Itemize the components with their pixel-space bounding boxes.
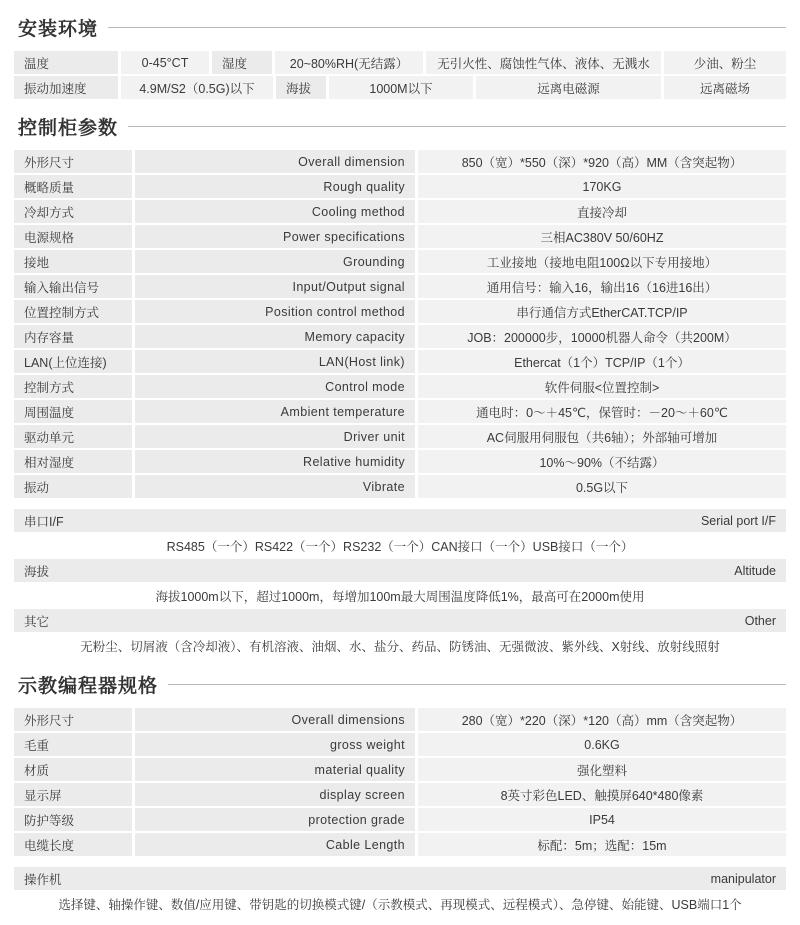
cell-value-vibration: 4.9M/S2（0.5G)以下 bbox=[121, 76, 273, 99]
cell-label-cn: 毛重 bbox=[14, 733, 132, 756]
section-rule bbox=[168, 684, 786, 685]
cell-value-temperature: 0-45°CT bbox=[121, 51, 209, 74]
cell-label-cn: 振动 bbox=[14, 475, 132, 498]
cell-value: 强化塑料 bbox=[418, 758, 786, 781]
spec-sheet-page bbox=[0, 14, 800, 925]
cell-label-en: Cable Length bbox=[135, 833, 415, 856]
cell-label-en: protection grade bbox=[135, 808, 415, 831]
section-rule bbox=[128, 126, 786, 127]
cell-label-temperature: 温度 bbox=[14, 51, 118, 74]
table-row bbox=[14, 175, 786, 198]
cell-label-vibration: 振动加速度 bbox=[14, 76, 118, 99]
banner-note-other: 无粉尘、切屑液（含冷却液）、有机溶液、油烟、水、盐分、药品、防锈油、无强微波、紫外线、X射线、放射线照射 bbox=[14, 634, 786, 657]
section-title: 示教编程器规格 bbox=[18, 676, 159, 697]
cell-label-en: Input/Output signal bbox=[135, 275, 415, 298]
cell-label-en: Power specifications bbox=[135, 225, 415, 248]
cell-value: AC伺服用伺服包（共6轴）；外部轴可增加 bbox=[418, 425, 786, 448]
table-row bbox=[14, 425, 786, 448]
cell-label-en: Overall dimension bbox=[135, 150, 415, 173]
cell-label-cn: 相对湿度 bbox=[14, 450, 132, 473]
cell-value: 通电时：0～＋45℃，保管时：－20～＋60℃ bbox=[418, 400, 786, 423]
section-header-install bbox=[18, 14, 786, 41]
cell-value: Ethercat（1个）TCP/IP（1个） bbox=[418, 350, 786, 373]
cell-label-cn: 周围温度 bbox=[14, 400, 132, 423]
cell-label-cn: 显示屏 bbox=[14, 783, 132, 806]
cell-value: 直接冷却 bbox=[418, 200, 786, 223]
table-row bbox=[14, 51, 786, 74]
cell-label-en: Rough quality bbox=[135, 175, 415, 198]
cell-value: 软件伺服<位置控制> bbox=[418, 375, 786, 398]
table-row bbox=[14, 475, 786, 498]
cell-label-en: Serial port I/F bbox=[691, 509, 786, 532]
row-spacer bbox=[14, 500, 786, 509]
cell-label-en: Grounding bbox=[135, 250, 415, 273]
cell-label-cn: 外形尺寸 bbox=[14, 708, 132, 731]
cell-label-en: Position control method bbox=[135, 300, 415, 323]
cell-label-en: material quality bbox=[135, 758, 415, 781]
table-row bbox=[14, 375, 786, 398]
row-spacer bbox=[14, 858, 786, 867]
cell-label-en: LAN(Host link) bbox=[135, 350, 415, 373]
table-row bbox=[14, 200, 786, 223]
cell-value: 0.6KG bbox=[418, 733, 786, 756]
cell-label-cn: 控制方式 bbox=[14, 375, 132, 398]
table-row bbox=[14, 708, 786, 731]
cell-value: 串行通信方式EtherCAT.TCP/IP bbox=[418, 300, 786, 323]
table-row bbox=[14, 350, 786, 373]
cell-label-humidity: 湿度 bbox=[212, 51, 272, 74]
cell-label-cn: 防护等级 bbox=[14, 808, 132, 831]
section-rule bbox=[108, 27, 786, 28]
cell-label-cn: 其它 bbox=[14, 609, 735, 632]
cell-label-en: gross weight bbox=[135, 733, 415, 756]
cell-label-en: Relative humidity bbox=[135, 450, 415, 473]
banner-note-altitude: 海拔1000m以下，超过1000m，每增加100m最大周围温度降低1%，最高可在2000m使用 bbox=[14, 584, 786, 607]
cell-value-humidity: 20~80%RH(无结露） bbox=[275, 51, 423, 74]
cell-value: 850（宽）*550（深）*920（高）MM（含突起物） bbox=[418, 150, 786, 173]
cell-value: 10%～90%（不结露） bbox=[418, 450, 786, 473]
cell-label-en: manipulator bbox=[701, 867, 786, 890]
cell-value: 0.5G以下 bbox=[418, 475, 786, 498]
cell-label-en: display screen bbox=[135, 783, 415, 806]
banner-note-serial-port: RS485（一个）RS422（一个）RS232（一个）CAN接口（一个）USB接口（一个） bbox=[14, 534, 786, 557]
cell-label-cn: 电缆长度 bbox=[14, 833, 132, 856]
pendant-params-table bbox=[14, 708, 786, 915]
cell-label-en: Vibrate bbox=[135, 475, 415, 498]
cell-label-en: Overall dimensions bbox=[135, 708, 415, 731]
cell-value-emi: 远离电磁源 bbox=[476, 76, 661, 99]
cell-value-altitude: 1000M以下 bbox=[329, 76, 473, 99]
cell-label-cn: LAN(上位连接) bbox=[14, 350, 132, 373]
cell-label-en: Cooling method bbox=[135, 200, 415, 223]
cell-value-magnetic: 远离磁场 bbox=[664, 76, 786, 99]
table-row bbox=[14, 733, 786, 756]
cell-value: JOB：200000步，10000机器人命令（共200M） bbox=[418, 325, 786, 348]
section-header-pendant bbox=[18, 671, 786, 698]
cell-label-cn: 操作机 bbox=[14, 867, 701, 890]
cell-value: 8英寸彩色LED、触摸屏640*480像素 bbox=[418, 783, 786, 806]
table-row bbox=[14, 450, 786, 473]
cell-value: 三相AC380V 50/60HZ bbox=[418, 225, 786, 248]
banner-row-other bbox=[14, 609, 786, 632]
cell-label-altitude: 海拔 bbox=[276, 76, 326, 99]
cell-label-cn: 概略质量 bbox=[14, 175, 132, 198]
table-row bbox=[14, 225, 786, 248]
banner-note-manipulator: 选择键、轴操作键、数值/应用键、带钥匙的切换模式键/（示教模式、再现模式、远程模式）、急停键、始能键、USB端口1个 bbox=[14, 892, 786, 915]
cell-value-atmosphere: 无引火性、腐蚀性气体、液体、无溅水 bbox=[426, 51, 661, 74]
cell-label-cn: 驱动单元 bbox=[14, 425, 132, 448]
table-row bbox=[14, 808, 786, 831]
cell-label-en: Driver unit bbox=[135, 425, 415, 448]
install-env-table bbox=[14, 51, 786, 99]
cabinet-params-table bbox=[14, 150, 786, 657]
cell-label-en: Other bbox=[735, 609, 786, 632]
table-row bbox=[14, 783, 786, 806]
table-row bbox=[14, 758, 786, 781]
cell-label-cn: 材质 bbox=[14, 758, 132, 781]
cell-value: 标配：5m；选配：15m bbox=[418, 833, 786, 856]
table-row bbox=[14, 833, 786, 856]
section-title: 安装环境 bbox=[18, 19, 99, 40]
cell-label-cn: 接地 bbox=[14, 250, 132, 273]
section-title: 控制柜参数 bbox=[18, 118, 119, 139]
cell-label-cn: 冷却方式 bbox=[14, 200, 132, 223]
table-row bbox=[14, 250, 786, 273]
table-row bbox=[14, 325, 786, 348]
table-row bbox=[14, 150, 786, 173]
table-row bbox=[14, 400, 786, 423]
cell-value: 工业接地（接地电阻100Ω以下专用接地） bbox=[418, 250, 786, 273]
banner-row-manipulator bbox=[14, 867, 786, 890]
cell-label-en: Ambient temperature bbox=[135, 400, 415, 423]
cell-value: IP54 bbox=[418, 808, 786, 831]
table-row bbox=[14, 300, 786, 323]
cell-label-en: Control mode bbox=[135, 375, 415, 398]
table-row bbox=[14, 76, 786, 99]
cell-label-cn: 外形尺寸 bbox=[14, 150, 132, 173]
banner-row-serial-port bbox=[14, 509, 786, 532]
cell-label-cn: 内存容量 bbox=[14, 325, 132, 348]
cell-label-cn: 串口I/F bbox=[14, 509, 691, 532]
cell-label-en: Memory capacity bbox=[135, 325, 415, 348]
section-header-cabinet bbox=[18, 113, 786, 140]
cell-label-cn: 输入输出信号 bbox=[14, 275, 132, 298]
cell-value: 170KG bbox=[418, 175, 786, 198]
cell-value-oil-dust: 少油、粉尘 bbox=[664, 51, 786, 74]
cell-label-en: Altitude bbox=[724, 559, 786, 582]
banner-row-altitude bbox=[14, 559, 786, 582]
cell-label-cn: 海拔 bbox=[14, 559, 724, 582]
cell-label-cn: 位置控制方式 bbox=[14, 300, 132, 323]
cell-value: 280（宽）*220（深）*120（高）mm（含突起物） bbox=[418, 708, 786, 731]
table-row bbox=[14, 275, 786, 298]
cell-label-cn: 电源规格 bbox=[14, 225, 132, 248]
cell-value: 通用信号：输入16，输出16（16进16出） bbox=[418, 275, 786, 298]
